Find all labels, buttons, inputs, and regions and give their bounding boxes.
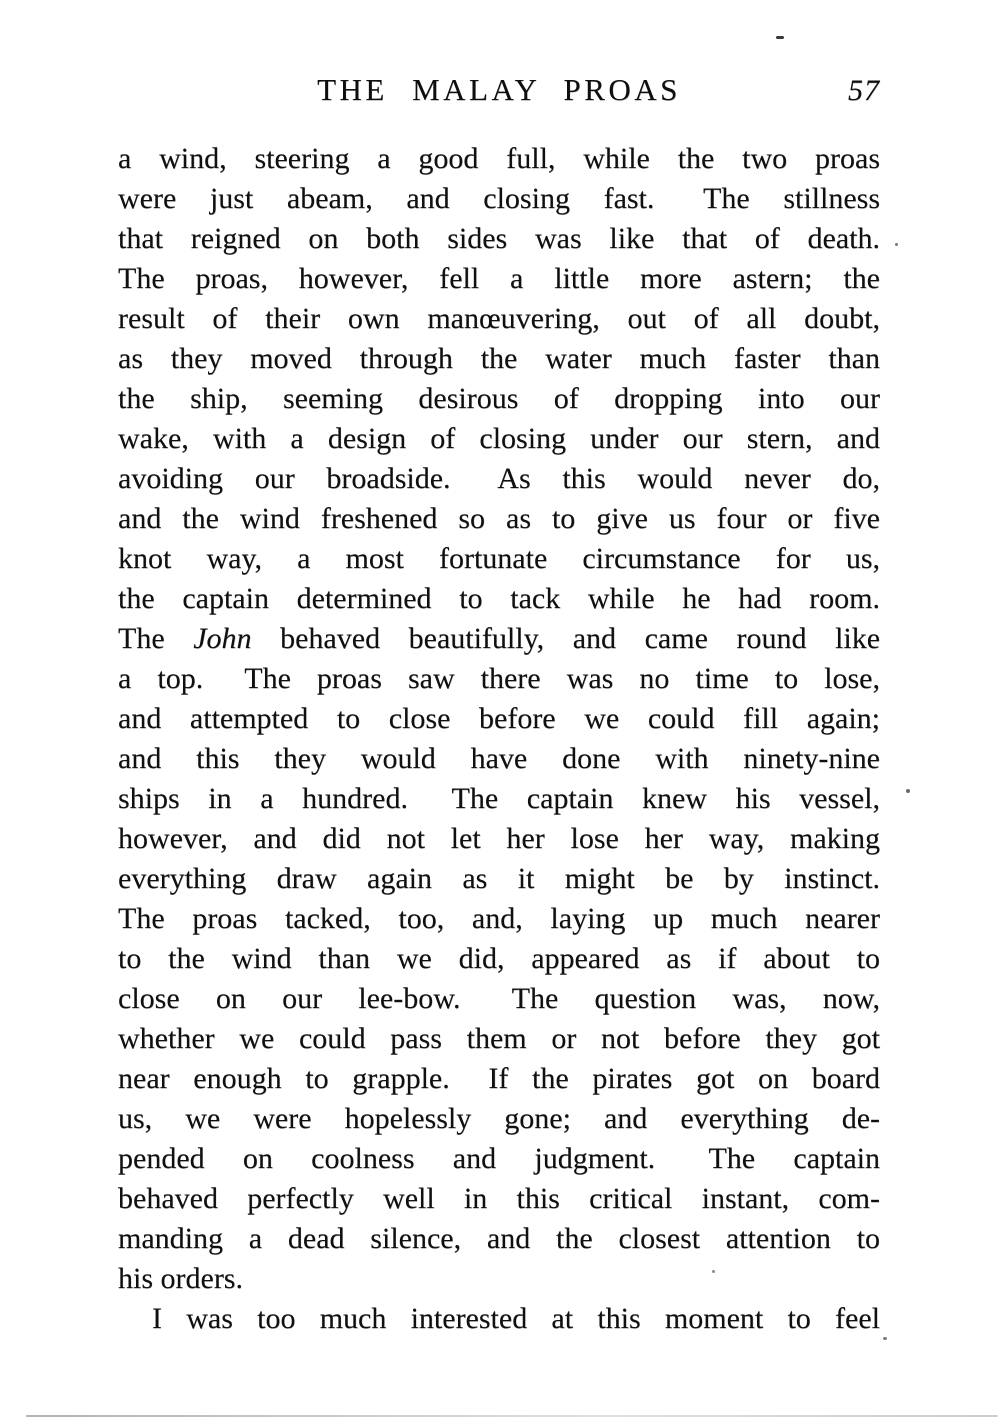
text-line: a top. The proas saw there was no time to lose, <box>118 662 880 695</box>
text-line: the captain determined to tack while he had room. <box>118 582 880 615</box>
text-line: us, we were hopelessly gone; and everything de- <box>118 1102 880 1135</box>
text-line: his orders. <box>118 1262 243 1295</box>
text-line: pended on coolness and judgment. The captain <box>118 1142 880 1175</box>
text-line: ships in a hundred. The captain knew his vessel, <box>118 782 880 815</box>
page-number: 57 <box>848 74 880 107</box>
text-line: everything draw again as it might be by instinct. <box>118 862 880 895</box>
text-line: the ship, seeming desirous of dropping into our <box>118 382 880 415</box>
scan-speck <box>776 36 784 39</box>
text-line: close on our lee-bow. The question was, now, <box>118 982 880 1015</box>
text-line: knot way, a most fortunate circumstance for us, <box>118 542 880 575</box>
text-line: that reigned on both sides was like that of death. <box>118 222 880 255</box>
scan-bottom-edge <box>26 1415 998 1417</box>
text-line: and attempted to close before we could fill again; <box>118 702 880 735</box>
scan-speck <box>906 789 910 793</box>
scan-speck <box>895 243 898 246</box>
text-line: I was too much interested at this moment to feel <box>152 1302 880 1335</box>
ship-name-italic: John <box>193 622 252 655</box>
text-line: wake, with a design of closing under our stern, and <box>118 422 880 455</box>
text-line: a wind, steering a good full, while the two proas <box>118 142 880 175</box>
text-line: near enough to grapple. If the pirates got on board <box>118 1062 880 1095</box>
text-line: as they moved through the water much faster than <box>118 342 880 375</box>
page-title: THE MALAY PROAS <box>317 72 681 107</box>
text-line: whether we could pass them or not before they got <box>118 1022 880 1055</box>
text-line: The John behaved beautifully, and came round like <box>118 622 881 655</box>
scan-speck <box>883 1337 887 1340</box>
text-line: however, and did not let her lose her way, making <box>118 822 880 855</box>
scan-speck <box>712 1270 715 1273</box>
text-line: The proas, however, fell a little more astern; the <box>118 262 880 295</box>
text-line: and this they would have done with ninety-nine <box>118 742 880 775</box>
text-line: avoiding our broadside. As this would never do, <box>118 462 880 495</box>
text-line: behaved perfectly well in this critical instant, com- <box>118 1182 880 1215</box>
text-line: were just abeam, and closing fast. The stillness <box>118 182 880 215</box>
text-line: result of their own manœuvering, out of all doubt, <box>118 302 880 335</box>
text-line: to the wind than we did, appeared as if about to <box>118 942 880 975</box>
text-line: manding a dead silence, and the closest attention to <box>118 1222 880 1255</box>
text-line: and the wind freshened so as to give us four or five <box>118 502 880 535</box>
text-line: The proas tacked, too, and, laying up much nearer <box>118 902 880 935</box>
running-header <box>118 72 880 108</box>
body-text <box>118 139 880 1339</box>
